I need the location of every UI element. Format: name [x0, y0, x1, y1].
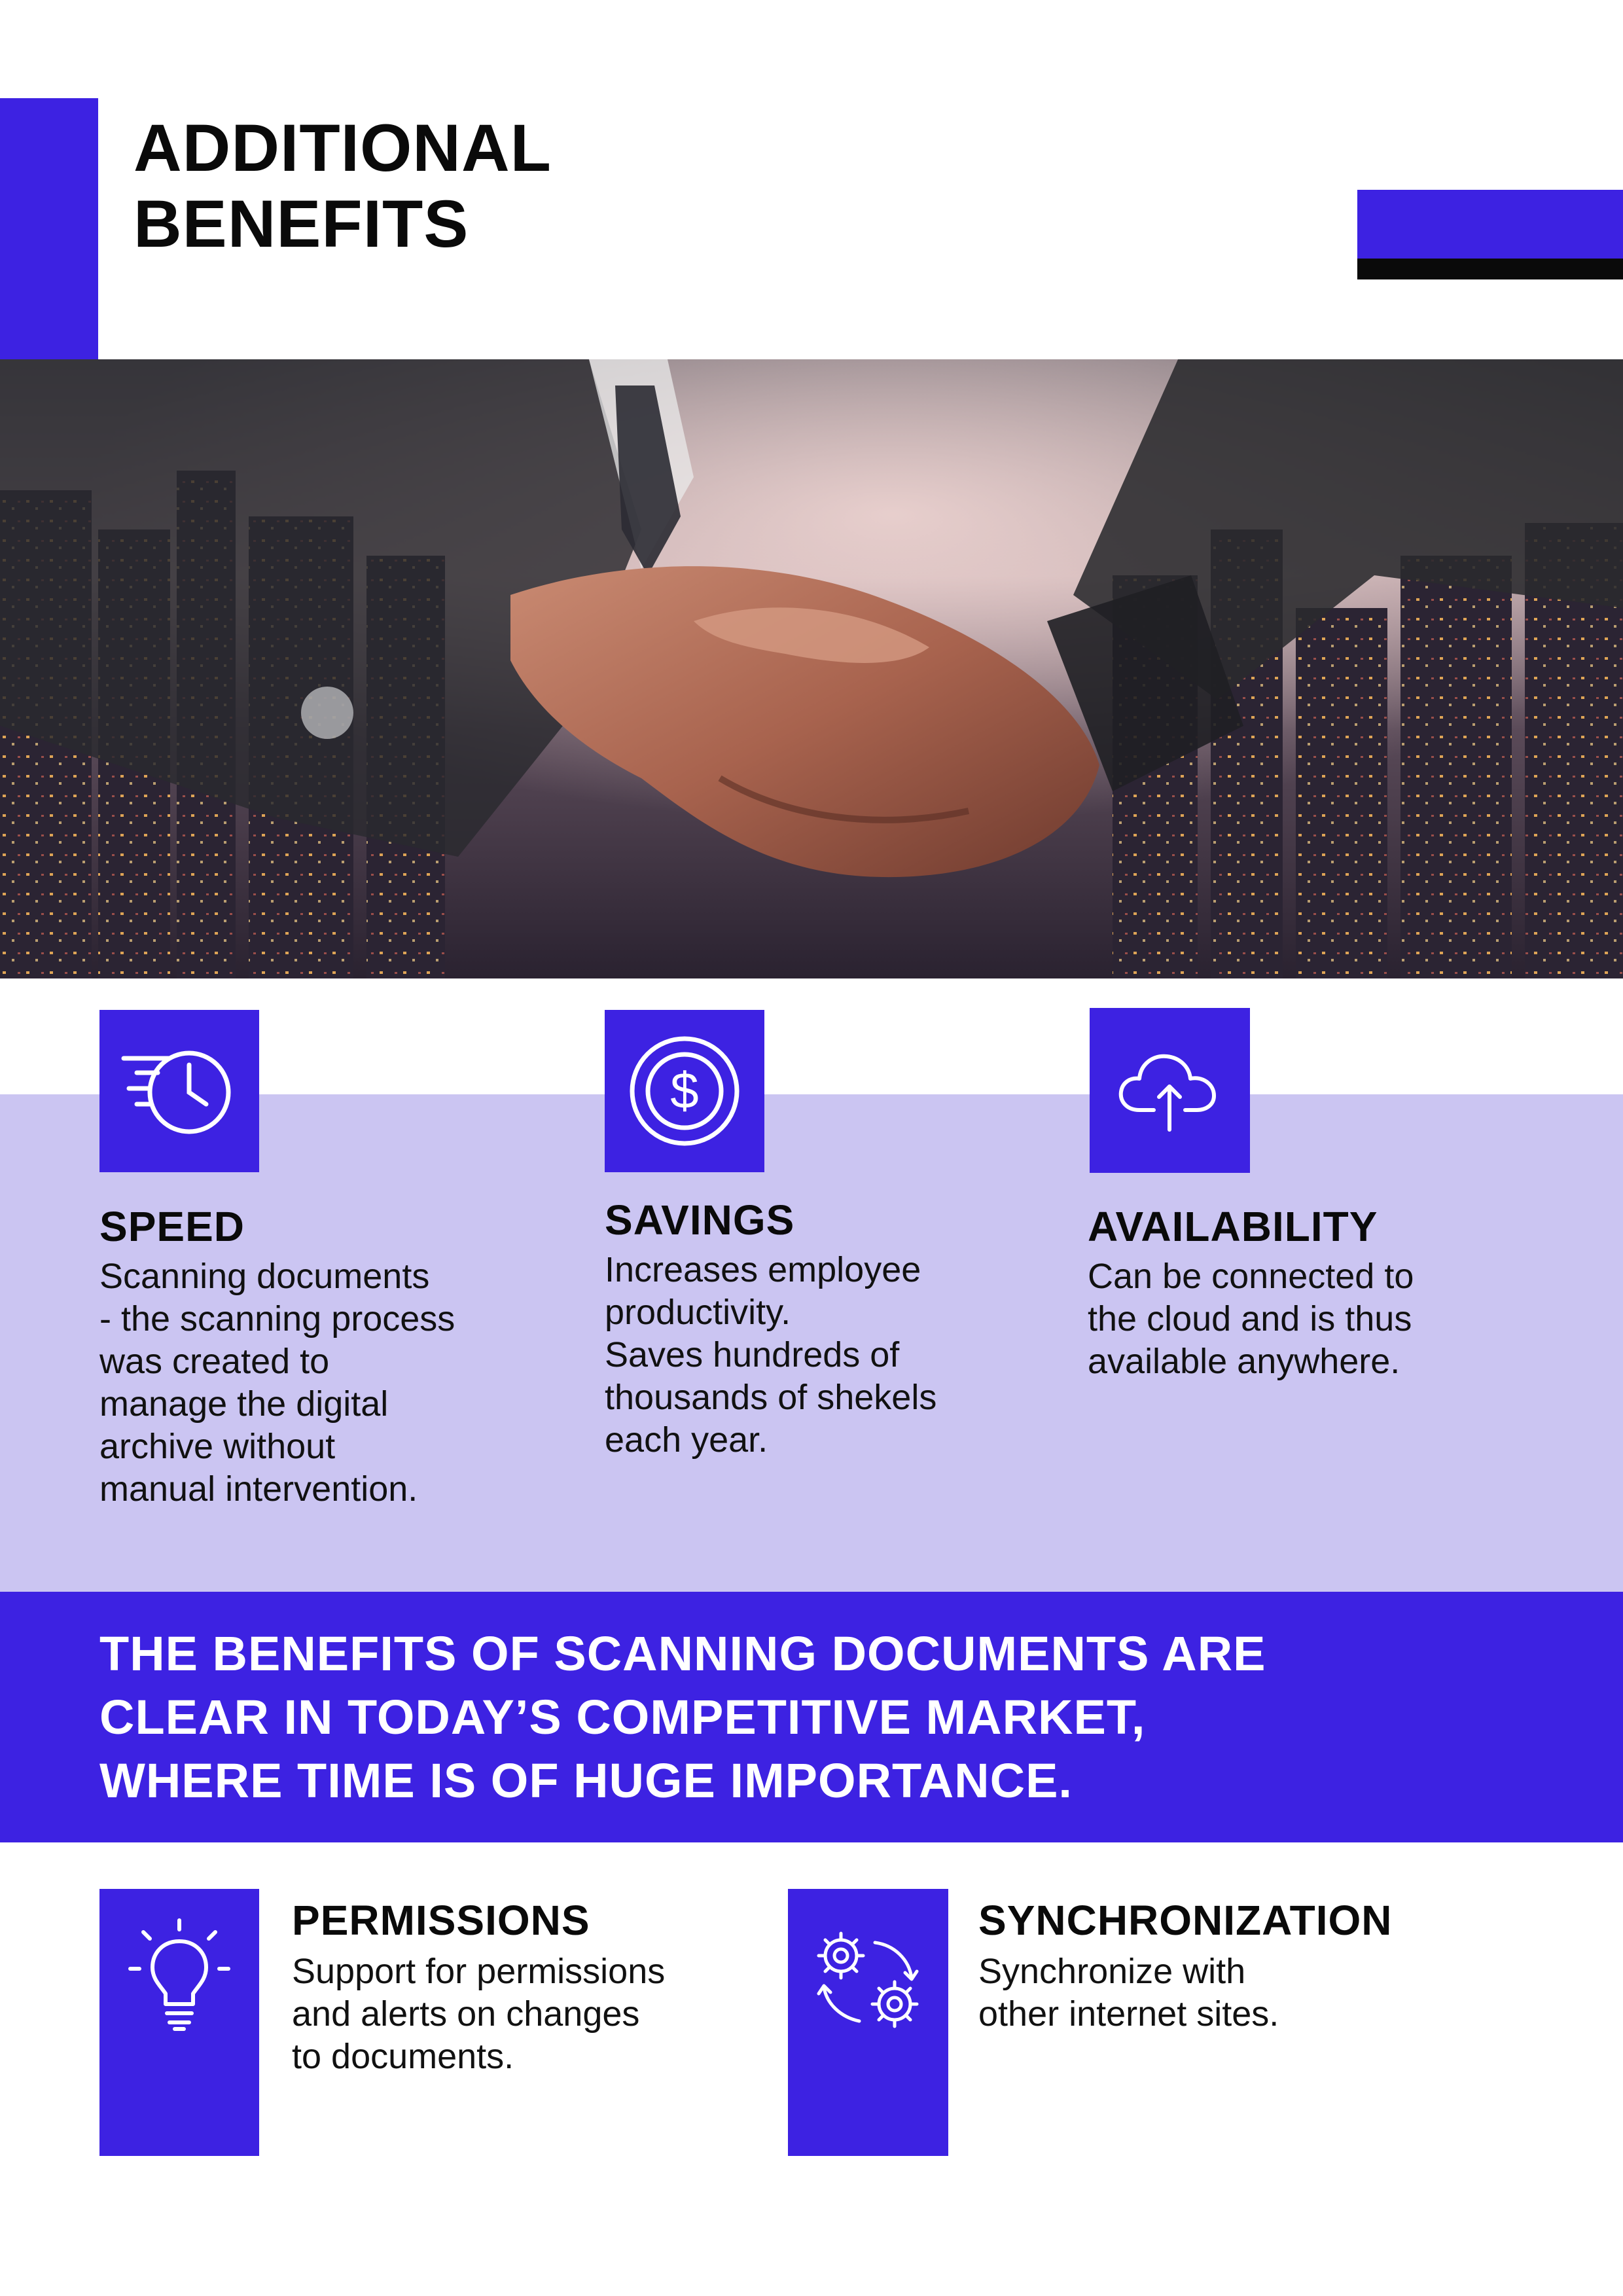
- banner-line: THE BENEFITS OF SCANNING DOCUMENTS ARE: [99, 1626, 1266, 1681]
- feature-title: SYNCHRONIZATION: [978, 1897, 1393, 1944]
- gears-sync-icon: [810, 1926, 927, 2037]
- desc-line: Support for permissions: [292, 1952, 666, 1991]
- feature-description: [292, 1950, 665, 2078]
- banner-statement: [99, 1622, 1266, 1812]
- synchronization-icon-box: [788, 1889, 948, 2156]
- desc-line: available anywhere.: [1088, 1342, 1400, 1381]
- benefit-description: [605, 1249, 936, 1462]
- desc-line: was created to: [99, 1342, 330, 1381]
- desc-line: other internet sites.: [978, 1994, 1279, 2034]
- desc-line: productivity.: [605, 1293, 791, 1332]
- benefit-title: SAVINGS: [605, 1196, 795, 1244]
- benefit-title: SPEED: [99, 1203, 245, 1250]
- desc-line: Increases employee: [605, 1250, 921, 1289]
- benefit-speed: [99, 1202, 455, 1511]
- cloud-upload-icon: [1115, 1045, 1226, 1136]
- page-title: [134, 110, 552, 262]
- desc-line: Scanning documents: [99, 1257, 430, 1296]
- desc-line: each year.: [605, 1420, 768, 1460]
- handshake-city-photo: [0, 359, 1623, 978]
- title-line-1: ADDITIONAL: [134, 111, 552, 185]
- header-accent-bar: [0, 98, 98, 360]
- desc-line: Synchronize with: [978, 1952, 1246, 1991]
- desc-line: - the scanning process: [99, 1299, 455, 1338]
- title-line-2: BENEFITS: [134, 187, 469, 261]
- dollar-coin-icon: [626, 1032, 743, 1150]
- desc-line: Can be connected to: [1088, 1257, 1414, 1296]
- feature-permissions: [292, 1895, 665, 2078]
- desc-line: the cloud and is thus: [1088, 1299, 1412, 1338]
- header-deco-blue: [1357, 190, 1623, 259]
- speed-icon-box: [99, 1010, 259, 1172]
- benefit-description: [99, 1255, 455, 1511]
- benefit-title: AVAILABILITY: [1088, 1203, 1378, 1250]
- header-deco-black: [1357, 259, 1623, 279]
- permissions-icon-box: [99, 1889, 259, 2156]
- savings-icon-box: [605, 1010, 764, 1172]
- clock-speed-icon: [117, 1039, 241, 1143]
- feature-synchronization: [978, 1895, 1392, 2036]
- desc-line: Saves hundreds of: [605, 1335, 900, 1374]
- desc-line: manual intervention.: [99, 1469, 418, 1509]
- svg-text:$: $: [670, 1062, 699, 1119]
- desc-line: and alerts on changes: [292, 1994, 640, 2034]
- availability-icon-box: [1090, 1008, 1250, 1173]
- desc-line: to documents.: [292, 2037, 514, 2076]
- benefit-savings: [605, 1195, 936, 1462]
- banner-line: WHERE TIME IS OF HUGE IMPORTANCE.: [99, 1753, 1073, 1808]
- banner-line: CLEAR IN TODAY’S COMPETITIVE MARKET,: [99, 1690, 1146, 1744]
- lightbulb-icon: [124, 1918, 235, 2036]
- feature-description: [978, 1950, 1392, 2036]
- benefit-availability: [1088, 1202, 1414, 1383]
- desc-line: thousands of shekels: [605, 1378, 937, 1417]
- desc-line: archive without: [99, 1427, 336, 1466]
- desc-line: manage the digital: [99, 1384, 389, 1424]
- benefit-description: [1088, 1255, 1414, 1383]
- feature-title: PERMISSIONS: [292, 1897, 590, 1944]
